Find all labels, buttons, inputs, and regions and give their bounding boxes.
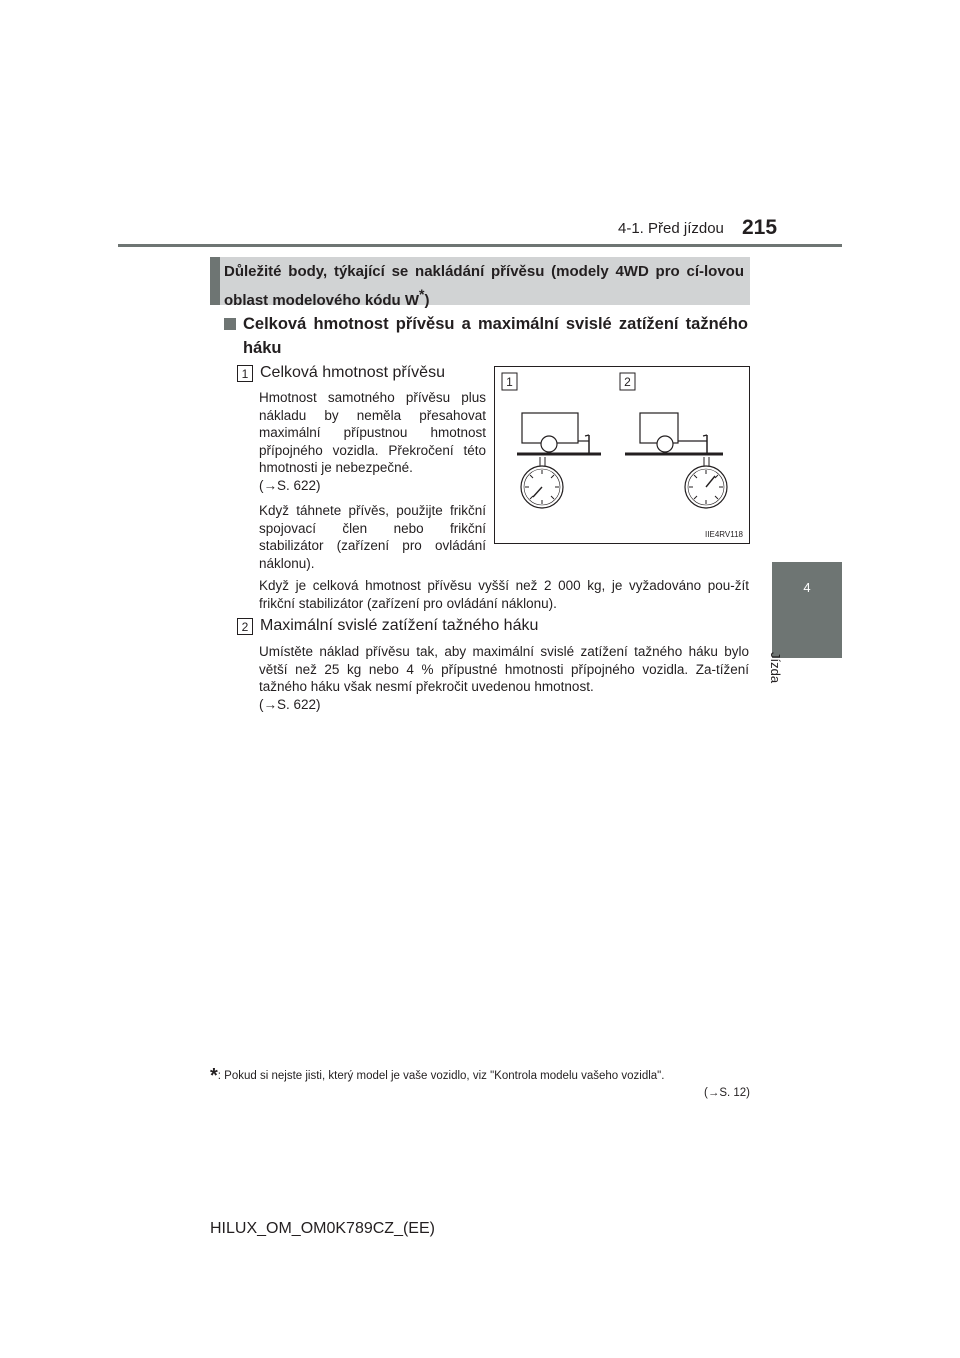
item-1-para1-text: Hmotnost samotného přívěsu plus nákladu by neměla přesahovat maximální přípustnou hmotnost přípojného vozidla. Překročení této hmotnosti je nebezpečné. — [259, 390, 486, 475]
item-1-title: Celková hmotnost přívěsu — [260, 364, 445, 381]
item-1-para2: Když táhnete přívěs, použijte frikční spojovací člen nebo frikční stabilizátor (zařízení pro ovládání náklonu). — [259, 503, 486, 571]
trailer-2-icon — [625, 413, 723, 454]
header-section: 4-1. Před jízdou — [618, 220, 724, 237]
figure-label-1-box — [502, 373, 517, 390]
scale-2-icon — [685, 457, 727, 508]
item-2-para1-text: Umístěte náklad přívěsu tak, aby maximální svislé zatížení tažného háku bylo větší než 25 kg nebo 4 % přípustné hmotnosti přípojného vozidla. Za-tížení tažného háku však nesmí překročit uvedenou hmotnost. — [259, 644, 749, 694]
figure-label-2-box — [620, 373, 635, 390]
header-rule — [118, 244, 842, 247]
item-1-para3: Když je celková hmotnost přívěsu vyšší než 2 000 kg, je vyžadováno pou-žít frikční stabilizátor (zařízení pro ovládání náklonu). — [259, 578, 749, 611]
figure-label-2: 2 — [624, 375, 631, 389]
item-1-para1 — [259, 389, 486, 494]
footnote-star: * — [210, 1065, 218, 1087]
figure-label-1: 1 — [506, 375, 513, 389]
chapter-tab — [772, 562, 842, 658]
trailer-1-icon — [517, 413, 601, 454]
item-2-para1-ref: (→S. 622) — [259, 696, 321, 712]
trailer-illustration — [495, 367, 749, 543]
section-title: Celková hmotnost přívěsu a maximální svislé zatížení tažného háku — [243, 315, 748, 357]
item-2-title: Maximální svislé zatížení tažného háku — [260, 617, 539, 634]
title-box-star: * — [419, 286, 425, 302]
item-2-para1 — [259, 643, 749, 713]
chapter-number: 4 — [803, 580, 811, 595]
item-1-para1-ref: (→S. 622) — [259, 477, 321, 493]
title-box-close: ) — [424, 292, 430, 309]
footnote — [210, 1065, 750, 1102]
item-2-number: 2 — [237, 618, 253, 635]
chapter-label: Jízda — [768, 652, 783, 684]
figure-code: IIE4RV118 — [705, 530, 743, 539]
footnote-ref: (→S. 12) — [703, 1087, 750, 1099]
page-number: 215 — [742, 216, 778, 239]
footnote-text: : Pokud si nejste jisti, který model je vaše vozidlo, viz "Kontrola modelu vašeho vozidla". — [217, 1070, 665, 1082]
section-bullet — [224, 318, 236, 330]
title-box-title: Důležité body, týkající se nakládání přívěsu (modely 4WD pro cí-lovou oblast modelového kódu W — [224, 263, 744, 309]
item-1-number: 1 — [237, 365, 253, 382]
trailer-figure — [494, 366, 750, 544]
scale-1-icon — [521, 457, 563, 508]
title-box-bar — [210, 257, 220, 305]
title-box-text — [224, 261, 744, 312]
doc-code: HILUX_OM_OM0K789CZ_(EE) — [210, 1220, 435, 1237]
